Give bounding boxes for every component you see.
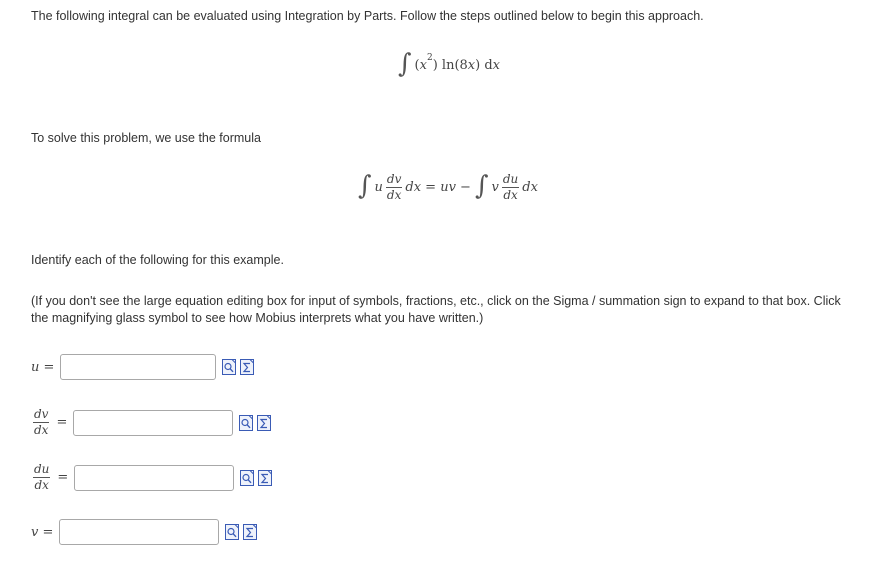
- du-dx-label: [31, 463, 68, 492]
- dx-label-den-2: dx: [34, 478, 49, 492]
- magnifying-glass-icon[interactable]: [225, 524, 239, 540]
- identify-text: Identify each of the following for this example.: [31, 253, 284, 267]
- formula-du: du: [502, 171, 519, 186]
- intro-text: The following integral can be evaluated using Integration by Parts. Follow the steps outlined below to begin this approach.: [31, 9, 704, 23]
- integral-var: x: [467, 57, 476, 73]
- integral-close: ) d: [475, 57, 493, 73]
- integration-by-parts-formula: [358, 168, 538, 206]
- dv-dx-equals: =: [56, 415, 68, 430]
- integral-base: x: [419, 57, 427, 73]
- formula-u: u: [374, 179, 383, 195]
- sigma-icon[interactable]: [240, 359, 254, 375]
- u-input[interactable]: [60, 354, 216, 380]
- du-dx-equals: =: [57, 470, 69, 485]
- dx-label-den: dx: [34, 423, 49, 437]
- formula-du-dx: [502, 173, 519, 202]
- dv-dx-row: [31, 408, 271, 437]
- sigma-icon[interactable]: [257, 415, 271, 431]
- du-dx-fraction: [33, 463, 50, 492]
- formula-end: dx: [522, 179, 538, 195]
- help-text: (If you don't see the large equation editing box for input of symbols, fractions, etc., click on the Sigma / summation sign to expand to that box. Click the magnifying glass symbol to see how Mobius interprets what you have written.): [31, 294, 841, 325]
- formula-dx-1: dx: [386, 187, 402, 202]
- dv-dx-input[interactable]: [73, 410, 233, 436]
- u-label: u =: [31, 359, 55, 375]
- formula-dv: dv: [386, 171, 402, 186]
- sigma-icon[interactable]: [243, 524, 257, 540]
- formula-dx-2: dx: [503, 187, 518, 202]
- integral-expression: [398, 48, 500, 82]
- formula-v: v: [491, 179, 499, 195]
- magnifying-glass-icon[interactable]: [222, 359, 236, 375]
- formula-middle: dx = uv −: [405, 179, 471, 195]
- du-dx-input[interactable]: [74, 465, 234, 491]
- dv-dx-fraction: [33, 408, 49, 437]
- v-label: v =: [31, 524, 54, 540]
- integral-dvar: x: [492, 57, 500, 73]
- formula-intro-text: To solve this problem, we use the formula: [31, 131, 261, 145]
- formula-dv-dx: [386, 173, 402, 202]
- v-row: [31, 519, 257, 545]
- magnifying-glass-icon[interactable]: [240, 470, 254, 486]
- u-row: [31, 354, 254, 380]
- du-dx-row: [31, 463, 272, 492]
- integral-exponent: 2: [426, 53, 433, 63]
- formula-integral-sign-2: ∫: [474, 171, 489, 201]
- du-label-num: du: [34, 462, 50, 476]
- sigma-icon[interactable]: [258, 470, 272, 486]
- integral-sign: ∫: [398, 49, 412, 79]
- dv-label-num: dv: [34, 407, 49, 421]
- dv-dx-label: [31, 408, 67, 437]
- integral-open: (: [414, 57, 420, 73]
- magnifying-glass-icon[interactable]: [239, 415, 253, 431]
- integral-log: ) ln(8: [432, 57, 468, 73]
- formula-integral-sign-1: ∫: [358, 171, 372, 201]
- v-input[interactable]: [59, 519, 219, 545]
